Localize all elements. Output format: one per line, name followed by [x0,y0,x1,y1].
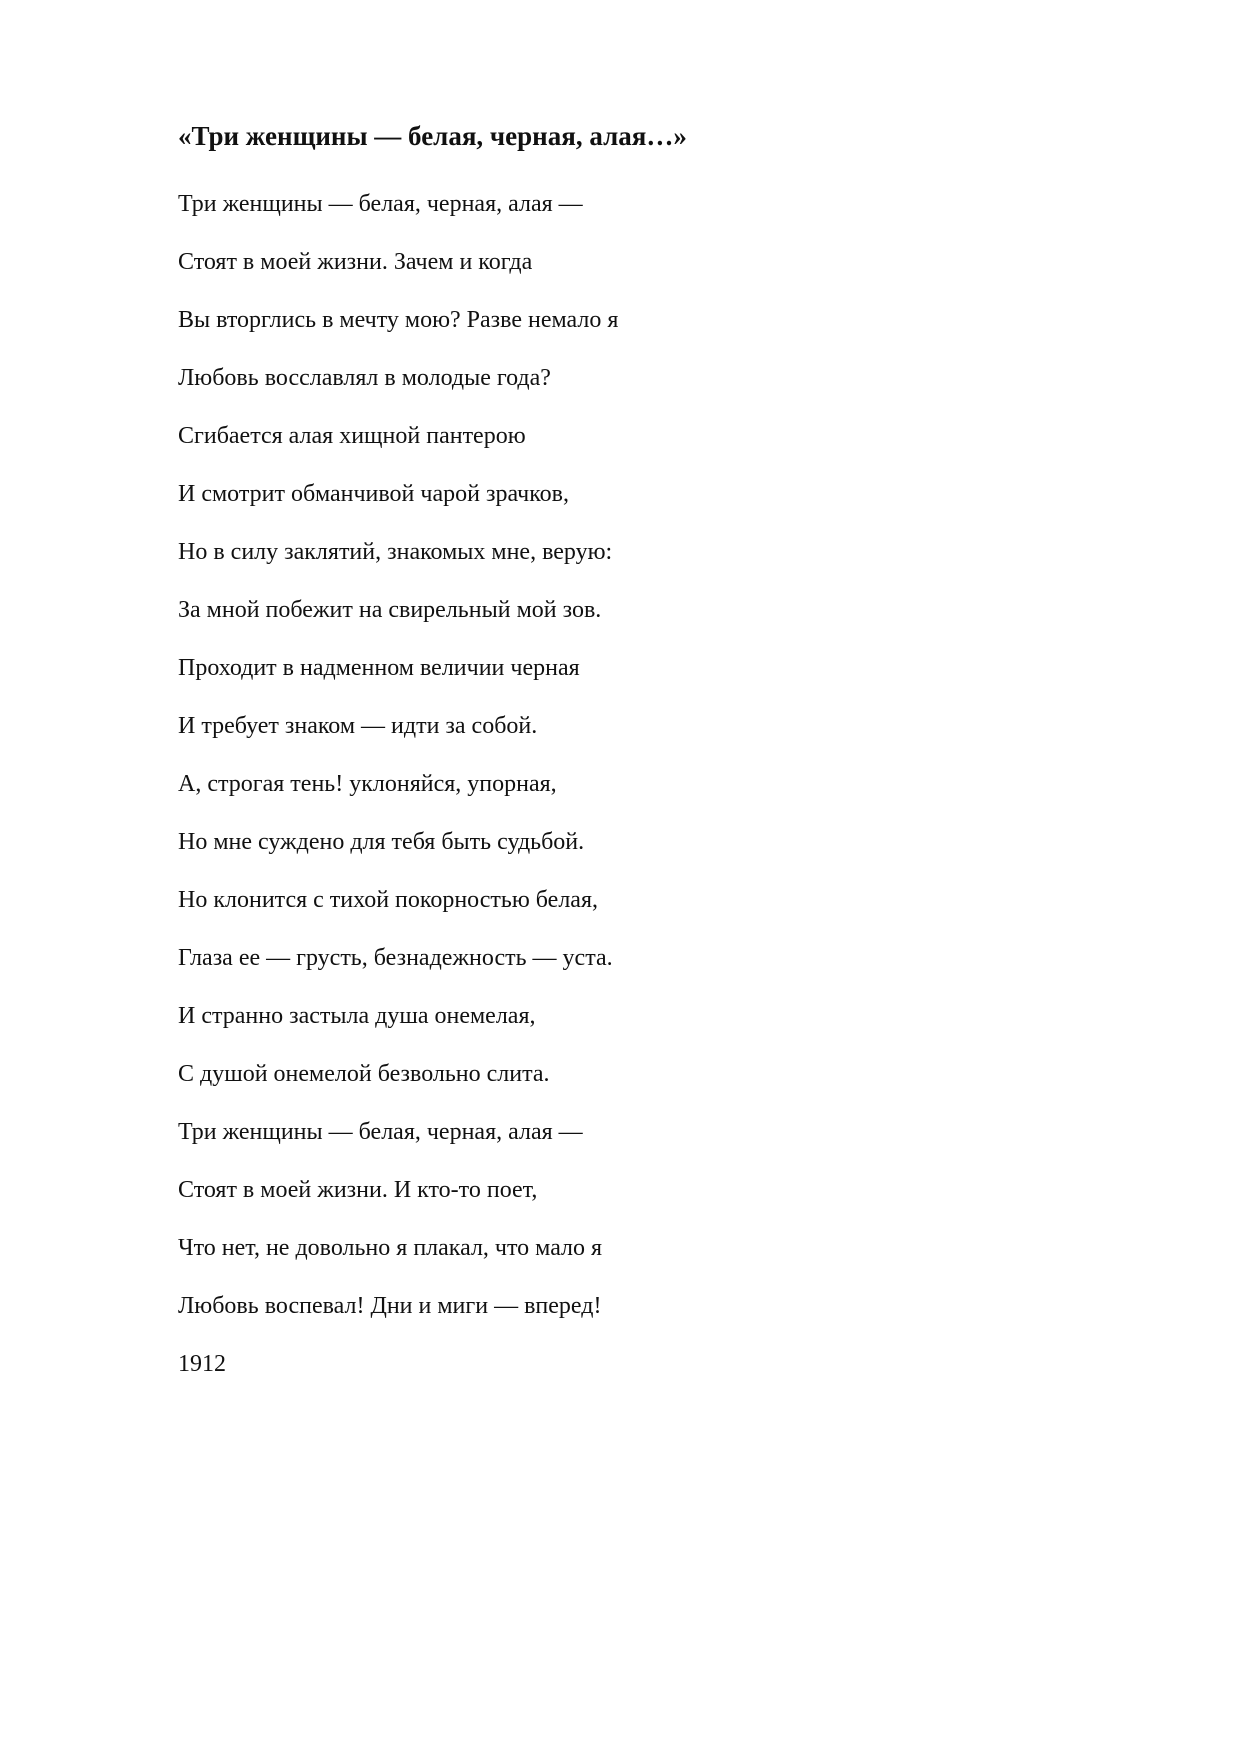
poem-line: Вы вторглись в мечту мою? Разве немало я [178,307,619,333]
poem-line: А, строгая тень! уклоняйся, упорная, [178,771,557,797]
poem-line: Сгибается алая хищной пантерою [178,423,526,449]
poem-line: Но в силу заклятий, знакомых мне, верую: [178,539,613,565]
poem-title: «Три женщины — белая, черная, алая…» [178,121,687,151]
poem-line: Но клонится с тихой покорностью белая, [178,887,598,913]
poem-line: И смотрит обманчивой чарой зрачков, [178,481,569,507]
poem-year: 1912 [178,1351,226,1377]
document-page [178,116,1178,1377]
poem-line: Любовь восславлял в молодые года? [178,365,551,391]
poem-line: За мной побежит на свирельный мой зов. [178,597,602,623]
poem-line: Три женщины — белая, черная, алая — [178,191,583,217]
poem-line: Любовь воспевал! Дни и миги — вперед! [178,1293,602,1319]
poem-line: Стоят в моей жизни. Зачем и когда [178,249,533,275]
poem-line: С душой онемелой безвольно слита. [178,1061,550,1087]
poem-line: Глаза ее — грусть, безнадежность — уста. [178,945,613,971]
poem-body [178,175,618,1335]
poem-line: И требует знаком — идти за собой. [178,713,538,739]
poem-line: Три женщины — белая, черная, алая — [178,1119,583,1145]
poem-line: Проходит в надменном величии черная [178,655,580,681]
poem-line: И странно застыла душа онемелая, [178,1003,536,1029]
poem-line: Но мне суждено для тебя быть судьбой. [178,829,585,855]
poem-line: Стоят в моей жизни. И кто-то поет, [178,1177,538,1203]
poem-line: Что нет, не довольно я плакал, что мало я [178,1235,603,1261]
